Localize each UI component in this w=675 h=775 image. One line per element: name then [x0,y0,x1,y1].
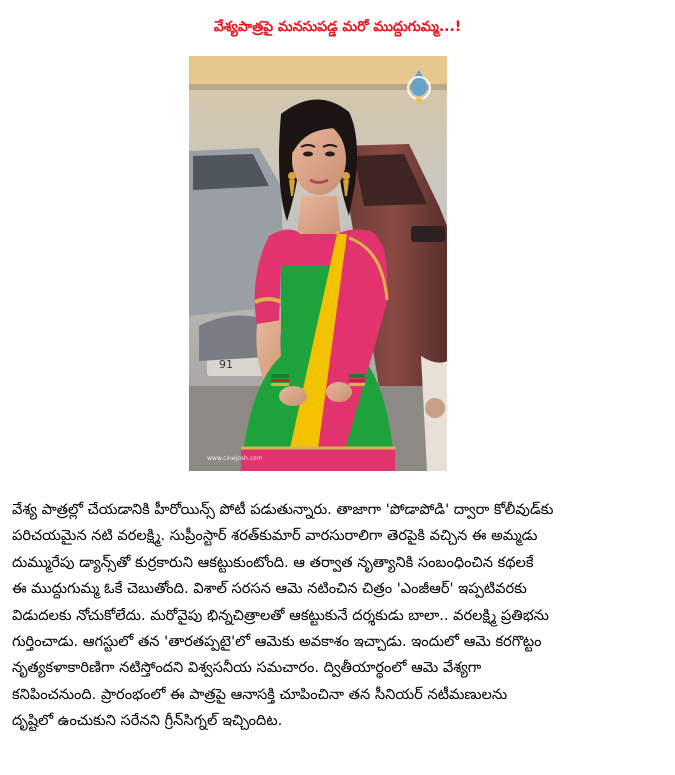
article-line: గుర్తించాడు. ఆగస్టులో తన 'తారతప్పటై'లో ఆమెకు అవకాశం ఇచ్చాడు. ఇందులో ఆమె కరగొట్టం [12,632,542,650]
article-body [12,497,662,735]
article-photo [189,56,447,471]
article-line: దుమ్మురేపు డ్యాన్స్‌తో కుర్రకారుని ఆకట్టుకుంటోంది. ఆ తర్వాత నృత్యానికి సంబంధించిన కథలకే [12,553,534,571]
svg-text:91: 91 [219,358,233,371]
article-line: విడుదలకు నోచుకోలేదు. మరోవైపు భిన్నచిత్రాలతో ఆకట్టుకునే దర్శకుడు బాలా.. వరలక్ష్మి ప్రతిభను [12,606,549,624]
drop-logo-icon [189,56,447,116]
article-line: పరిచయమైన నటి వరలక్ష్మి. సుప్రీంస్టార్ శరత్‌కుమార్ వారసురాలిగా తెరపైకి వచ్చిన ఈ అమ్మడు [12,527,538,545]
article-line: నృత్యకళాకారిణిగా నటిస్తోందని విశ్వసనీయ సమచారం. ద్వితీయార్థంలో ఆమె వేశ్యగా [12,659,482,677]
headline: వేశ్యపాత్రపై మనసుపడ్డ మరో ముద్దుగుమ్మ...! [213,19,462,35]
article-line: వేశ్య పాత్రల్లో చేయడానికి హీరోయిన్స్ పోటీ పడుతున్నారు. తాజాగా 'పోడాపోడి' ద్వారా కోలీవుడ్‌కు [12,501,554,518]
actress-photo-illustration [189,56,447,471]
article-line: ఈ ముద్దుగుమ్మ ఓకే చెబుతోంది. విశాల్ సరసన ఆమె నటించిన చిత్రం 'ఎంజీఆర్' ఇప్పటివరకు [12,580,527,598]
article-line: కనిపించనుంది. ప్రారంభంలో ఈ పాత్రపై ఆనాసక్తి చూపించినా తన సీనియర్ నటీమణులను [12,685,508,703]
photo-credit: www.cinejosh.com [207,455,263,462]
article-line: దృష్టిలో ఉంచుకుని సరేనని గ్రీన్‌సిగ్నల్ ఇచ్చిందిట. [12,712,283,730]
